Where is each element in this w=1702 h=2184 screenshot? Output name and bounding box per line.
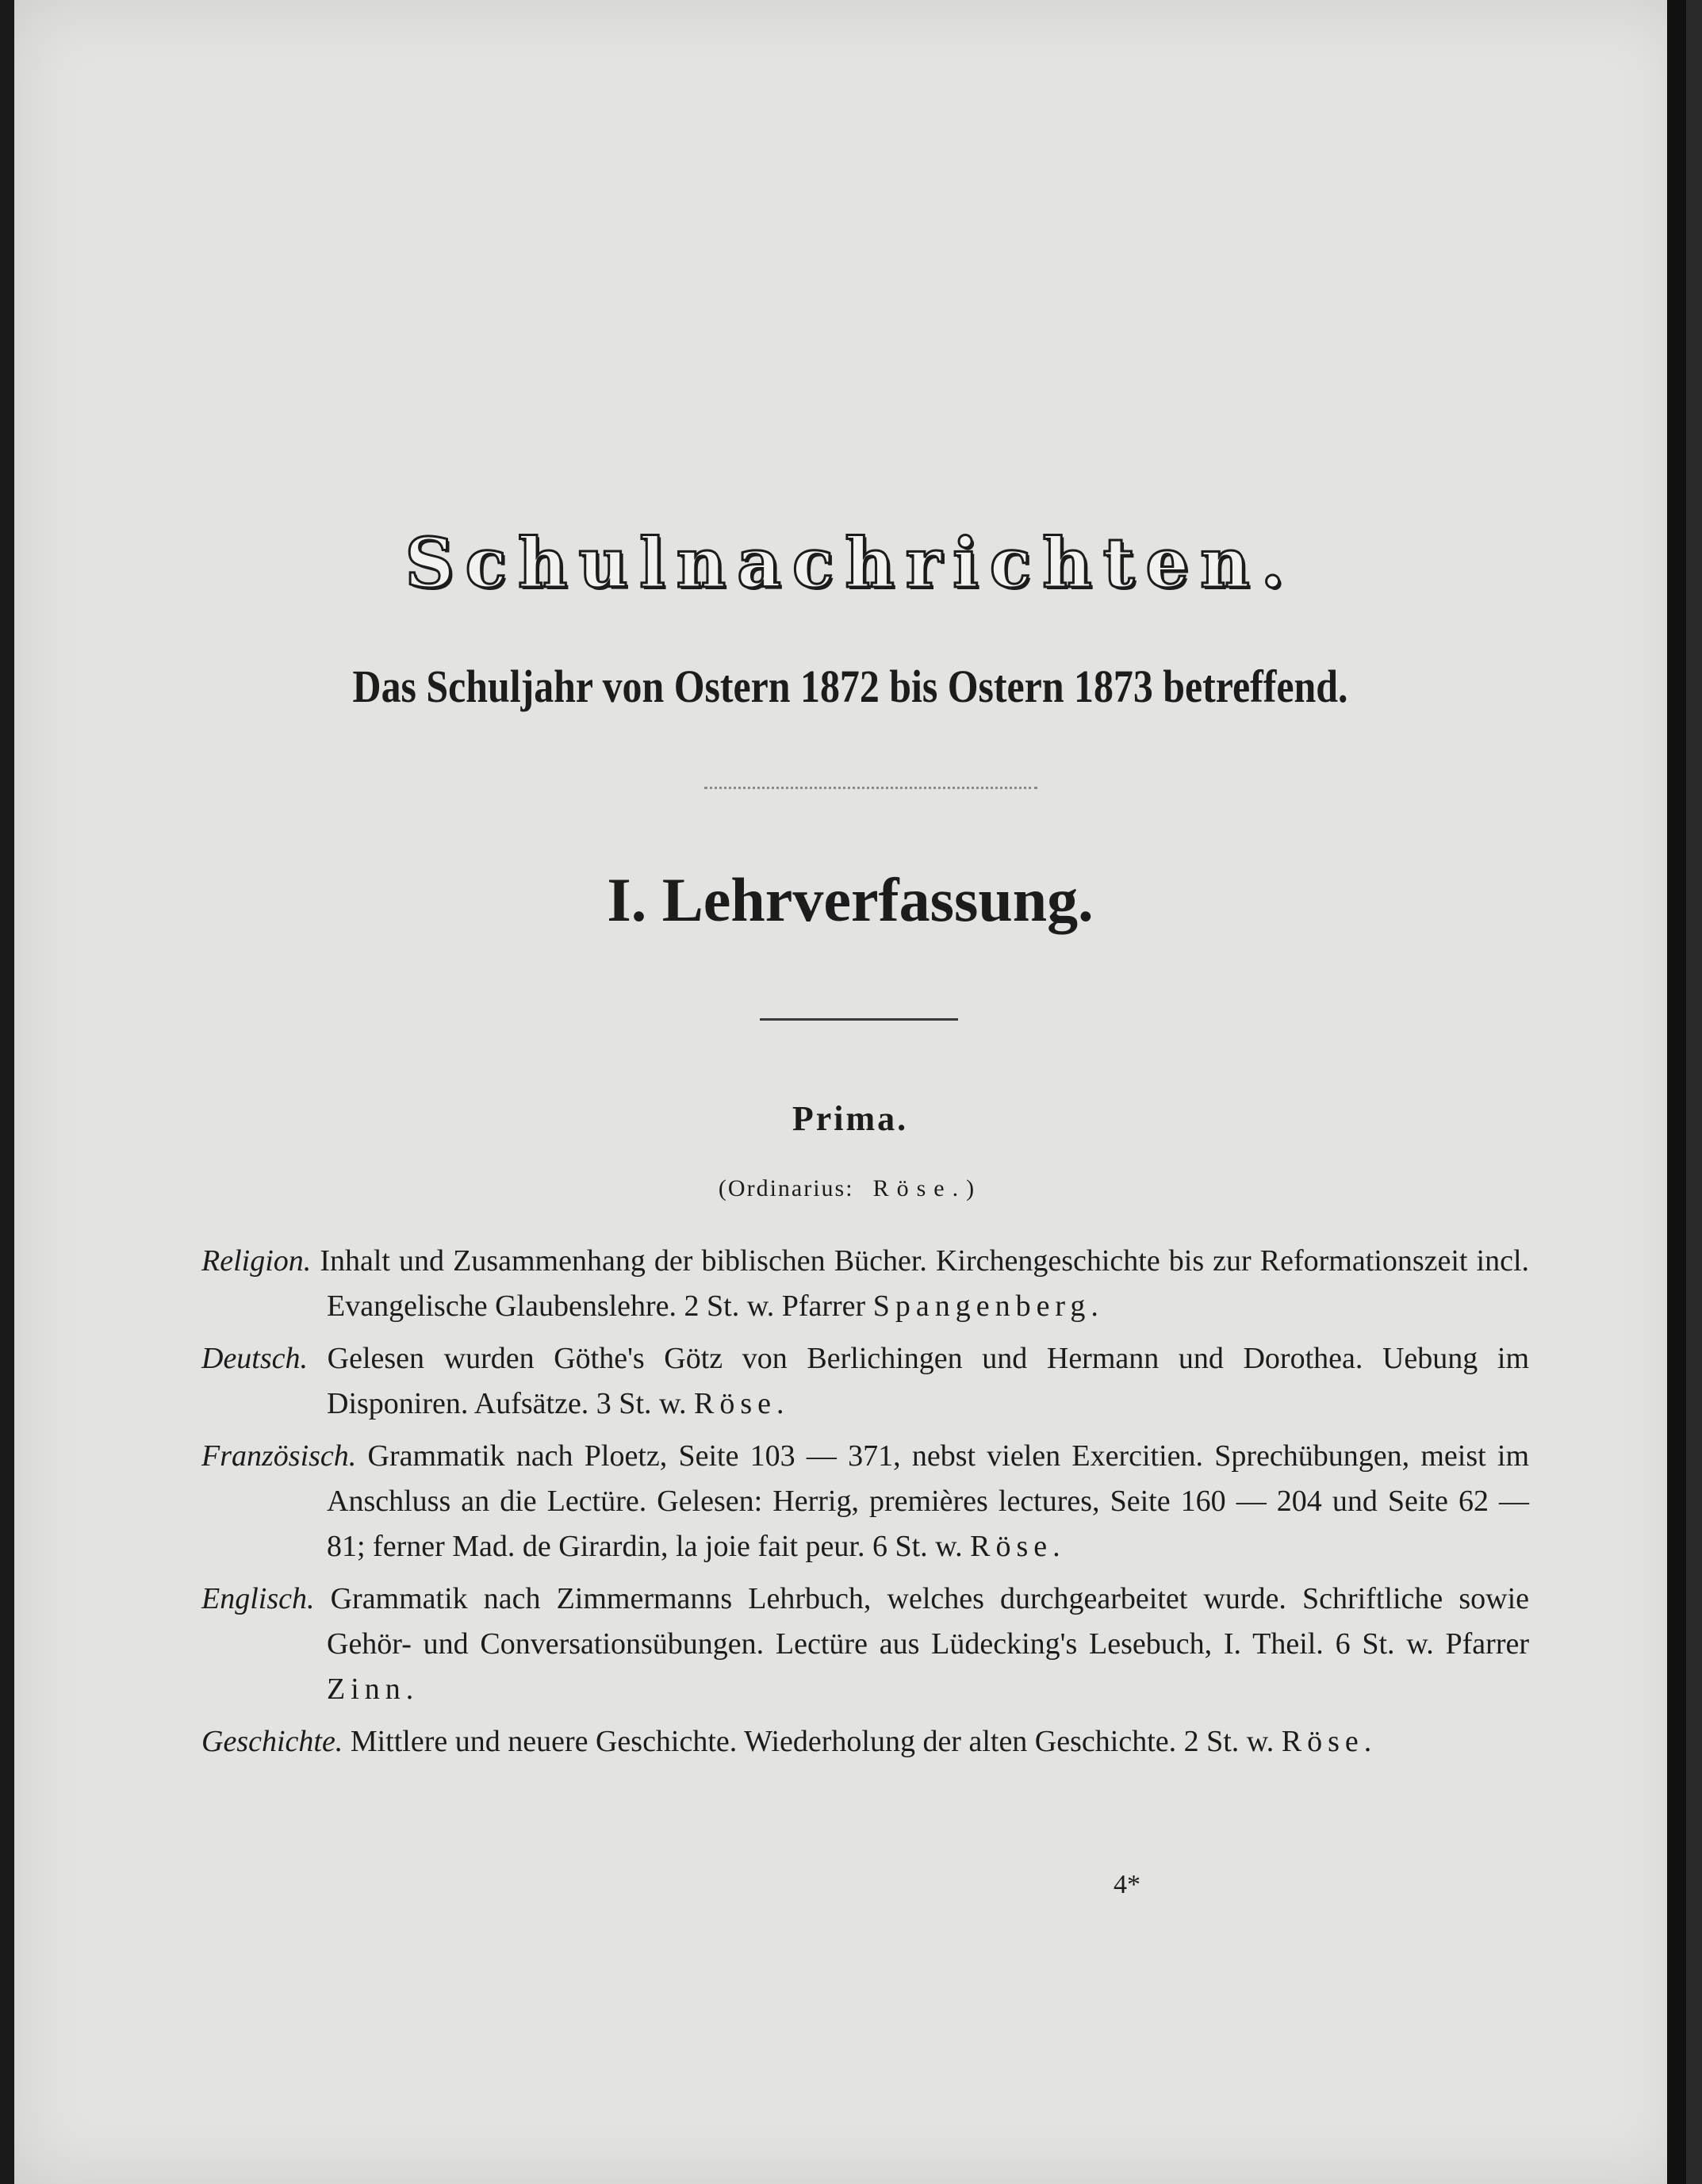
scan-left-edge [0,0,14,2184]
class-heading: Prima. [792,1099,909,1138]
subject-text: Grammatik nach Zimmermanns Lehrbuch, welches durchgearbeitet wurde. Schriftliche sowie Gehör- und Conversationsübungen. Lectüre aus Lüdecking's Lesebuch, I. Theil. 6 St. w. Pfarrer [327,1582,1529,1661]
subject-teacher: Spangenberg. [872,1289,1104,1323]
dotted-divider [704,787,1037,789]
subject-label: Englisch. [201,1582,315,1615]
subject-entry-deutsch [201,1336,1529,1427]
subject-text: Gelesen wurden Göthe's Götz von Berlichingen und Hermann und Dorothea. Uebung im Disponiren. Aufsätze. 3 St. w. [327,1342,1530,1420]
page-subtitle: Das Schuljahr von Ostern 1872 bis Ostern 1873 betreffend. [352,661,1348,712]
subject-entry-geschichte [201,1719,1529,1764]
page-number: 4* [1114,1870,1140,1899]
subject-text: Grammatik nach Ploetz, Seite 103 — 371, nebst vielen Exercitien. Sprechübungen, meist im Anschluss an die Lectüre. Gelesen: Herrig, premières lectures, Seite 160 — 204 und Seite 62 — 81; ferner Mad. de Girardin, la joie fait peur. 6 St. w. [327,1439,1530,1563]
subject-text: Inhalt und Zusammenhang der biblischen Bücher. Kirchengeschichte bis zur Reformationszeit incl. Evangelische Glaubenslehre. 2 St. w. Pfarrer [320,1244,1530,1323]
ordinarius-label: (Ordinarius: [718,1175,854,1201]
subject-teacher: Röse. [970,1530,1066,1563]
subject-label: Deutsch. [201,1342,309,1375]
solid-divider [760,1018,958,1021]
subject-teacher: Röse. [1281,1725,1378,1758]
subject-label: Religion. [201,1244,312,1278]
ordinarius-line [14,1175,1686,1202]
section-heading: I. Lehrverfassung. [607,865,1094,934]
subject-list [201,1239,1529,1772]
subject-entry-englisch [201,1577,1529,1712]
subject-label: Geschichte. [201,1725,343,1758]
subject-label: Französisch. [201,1439,357,1473]
subject-teacher: Röse. [693,1387,790,1420]
subject-teacher: Zinn. [327,1672,420,1706]
subject-text: Mittlere und neuere Geschichte. Wiederholung der alten Geschichte. 2 St. w. [350,1725,1275,1758]
page-title: Schulnachrichten. [404,523,1296,603]
ordinarius-name: Röse.) [872,1175,983,1201]
document-page [14,0,1686,2184]
subject-entry-religion [201,1239,1529,1329]
subject-entry-franzoesisch [201,1434,1529,1569]
scan-right-edge [1667,0,1686,2184]
